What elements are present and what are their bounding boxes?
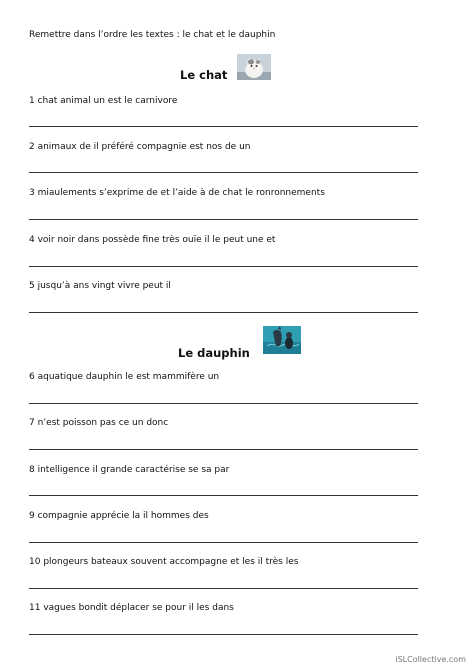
site-watermark: iSLCollective.com [395,655,466,664]
answer-line-10[interactable] [29,588,418,589]
cat-photo-icon [237,54,271,80]
dolphin-photo-icon [263,326,301,354]
worksheet-title: Remettre dans l’ordre les textes : le chat et le dauphin [29,30,276,40]
answer-line-11[interactable] [29,634,418,635]
sentence-9: 9 compagnie apprécie la il hommes des [29,511,209,521]
sentence-7: 7 n’est poisson pas ce un donc [29,418,169,428]
sentence-6: 6 aquatique dauphin le est mammifère un [29,372,220,382]
sentence-3: 3 miaulements s’exprime de et l’aide à de chat le ronronnements [29,188,325,198]
section-heading-cat: Le chat [180,68,228,82]
answer-line-5[interactable] [29,312,418,313]
sentence-5: 5 jusqu’à ans vingt vivre peut il [29,281,171,291]
sentence-8: 8 intelligence il grande caractérise se sa par [29,465,230,475]
answer-line-9[interactable] [29,542,418,543]
sentence-1: 1 chat animal un est le carnivore [29,96,178,106]
answer-line-4[interactable] [29,266,418,267]
answer-line-7[interactable] [29,449,418,450]
answer-line-6[interactable] [29,403,418,404]
sentence-11: 11 vagues bondit déplacer se pour il les dans [29,603,234,613]
answer-line-1[interactable] [29,126,418,127]
section-heading-dolphin: Le dauphin [178,346,250,360]
answer-line-3[interactable] [29,219,418,220]
sentence-2: 2 animaux de il préféré compagnie est nos de un [29,142,251,152]
sentence-4: 4 voir noir dans possède fine très ouïe il le peut une et [29,235,276,245]
answer-line-2[interactable] [29,172,418,173]
sentence-10: 10 plongeurs bateaux souvent accompagne et les il très les [29,557,299,567]
answer-line-8[interactable] [29,495,418,496]
